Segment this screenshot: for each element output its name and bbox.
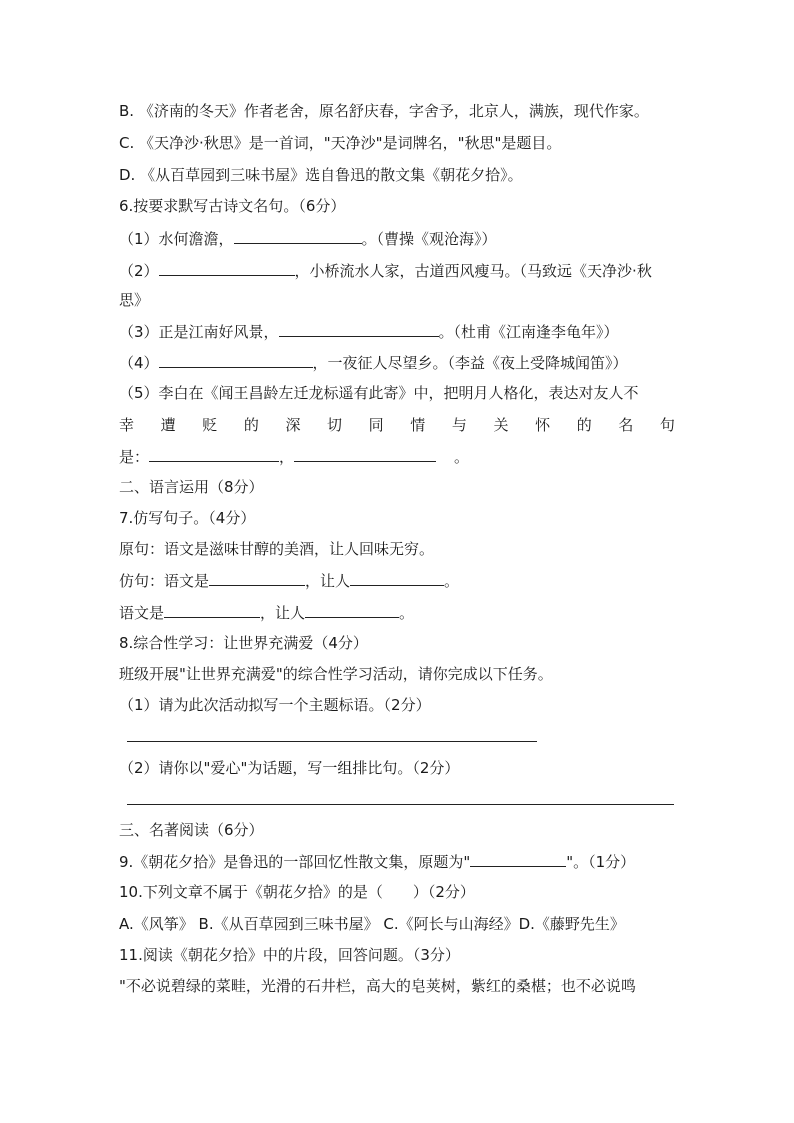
q6-item-3 [119, 321, 679, 342]
q7-imitation-2 [119, 602, 679, 623]
q6-item-3-pre: （3）正是江南好风景， [119, 323, 279, 341]
q8-title: 8.综合性学习：让世界充满爱（4分） [119, 634, 368, 652]
q7-imit2-blank-1[interactable] [164, 602, 260, 618]
q6-item-5-blank-2[interactable] [294, 446, 436, 462]
option-d: D. 《从百草园到三味书屋》选自鲁迅的散文集《朝花夕拾》。 [119, 166, 523, 184]
q7-imit-post: 。 [444, 572, 460, 590]
q8-task-2-answer-line[interactable] [127, 804, 674, 805]
q6-title: 6.按要求默写古诗文名句。（6分） [119, 197, 346, 215]
q7-original: 原句：语文是滋味甘醇的美酒，让人回味无穷。 [119, 540, 435, 558]
q6-item-5-blank-1[interactable] [149, 446, 279, 462]
q6-item-5-char: 切 [327, 416, 343, 434]
q6-item-5-char: 关 [493, 416, 509, 434]
q9 [119, 851, 679, 872]
q7-imitation-1 [119, 570, 679, 591]
q6-item-5-char: 情 [410, 416, 426, 434]
q6-item-5-char: 句 [659, 416, 675, 434]
q6-item-5-line2 [119, 415, 675, 435]
q7-imit-blank-2[interactable] [350, 570, 444, 586]
q6-item-2-post: ，小桥流水人家，古道西风瘦马。（马致远《天净沙·秋 [294, 262, 652, 280]
q11-title: 11.阅读《朝花夕拾》中的片段，回答问题。（3分） [119, 946, 460, 964]
q7-imit2-mid: ，让人 [260, 604, 306, 622]
q7-imit-pre: 仿句：语文是 [119, 572, 210, 590]
section-3-title: 三、名著阅读（6分） [119, 821, 264, 839]
q6-item-4 [119, 352, 679, 373]
q6-item-5-char: 怀 [535, 416, 551, 434]
q6-item-5-char: 的 [243, 416, 259, 434]
q6-item-2-pre: （2） [119, 262, 159, 280]
q9-pre: 9.《朝花夕拾》是鲁迅的一部回忆性散文集，原题为" [119, 853, 471, 871]
q6-item-1-blank[interactable] [234, 228, 362, 244]
q6-item-5-char: 的 [576, 416, 592, 434]
q11-excerpt: "不必说碧绿的菜畦，光滑的石井栏，高大的皂荚树，紫红的桑椹；也不必说鸣 [119, 977, 636, 995]
q6-item-5-char: 遭 [160, 416, 176, 434]
q7-imit2-post: 。 [399, 604, 415, 622]
q7-imit2-pre: 语文是 [119, 604, 165, 622]
q6-item-1-pre: （1）水何澹澹， [119, 230, 234, 248]
q6-item-2-blank[interactable] [159, 260, 295, 276]
q6-item-5-pre: 是： [119, 448, 150, 466]
q6-item-5-post: 。 [454, 448, 470, 466]
q6-item-5-char: 名 [618, 416, 634, 434]
q7-title: 7.仿写句子。（4分） [119, 509, 256, 527]
q6-item-4-post: ，一夜征人尽望乡。（李益《夜上受降城闻笛》） [312, 354, 628, 372]
q6-item-3-blank[interactable] [279, 321, 439, 337]
q6-item-5-char: 同 [368, 416, 384, 434]
q8-task-1-answer-line[interactable] [127, 741, 537, 742]
q7-imit-blank-1[interactable] [209, 570, 305, 586]
option-b: B. 《济南的冬天》作者老舍，原名舒庆春，字舍予，北京人，满族，现代作家。 [119, 102, 649, 120]
q6-item-5-mid: ， [279, 448, 295, 466]
q8-task-1: （1）请为此次活动拟写一个主题标语。（2分） [119, 696, 431, 714]
option-c: C. 《天净沙·秋思》是一首词，"天净沙"是词牌名，"秋思"是题目。 [119, 134, 562, 152]
q10-options: A.《风筝》 B.《从百草园到三味书屋》 C.《阿长与山海经》D.《藤野先生》 [119, 915, 625, 933]
q7-imit-mid: ，让人 [305, 572, 351, 590]
q10-title: 10.下列文章不属于《朝花夕拾》的是（ ）（2分） [119, 883, 475, 901]
q6-item-4-blank[interactable] [159, 352, 313, 368]
q6-item-5-char: 深 [285, 416, 301, 434]
q6-item-2-cont: 思》 [119, 291, 150, 309]
q6-item-3-post: 。（杜甫《江南逢李龟年》） [438, 323, 619, 341]
q8-task-2: （2）请你以"爱心"为话题，写一组排比句。（2分） [119, 759, 460, 777]
q6-item-1-post: 。（曹操《观沧海》） [361, 230, 497, 248]
q6-item-5-line3 [119, 446, 679, 467]
q6-item-5-char: 幸 [119, 416, 135, 434]
q9-blank[interactable] [470, 851, 566, 867]
q6-item-5-line1: （5）李白在《闻王昌龄左迁龙标遥有此寄》中，把明月人格化，表达对友人不 [119, 384, 639, 402]
q6-item-2 [119, 260, 679, 281]
q9-post: "。（1分） [566, 853, 636, 871]
q6-item-5-char: 贬 [202, 416, 218, 434]
section-2-title: 二、语言运用（8分） [119, 478, 264, 496]
q7-imit2-blank-2[interactable] [305, 602, 399, 618]
q6-item-4-pre: （4） [119, 354, 159, 372]
q8-intro: 班级开展"让世界充满爱"的综合性学习活动，请你完成以下任务。 [119, 665, 553, 683]
q6-item-5-char: 与 [451, 416, 467, 434]
q6-item-1 [119, 228, 679, 249]
